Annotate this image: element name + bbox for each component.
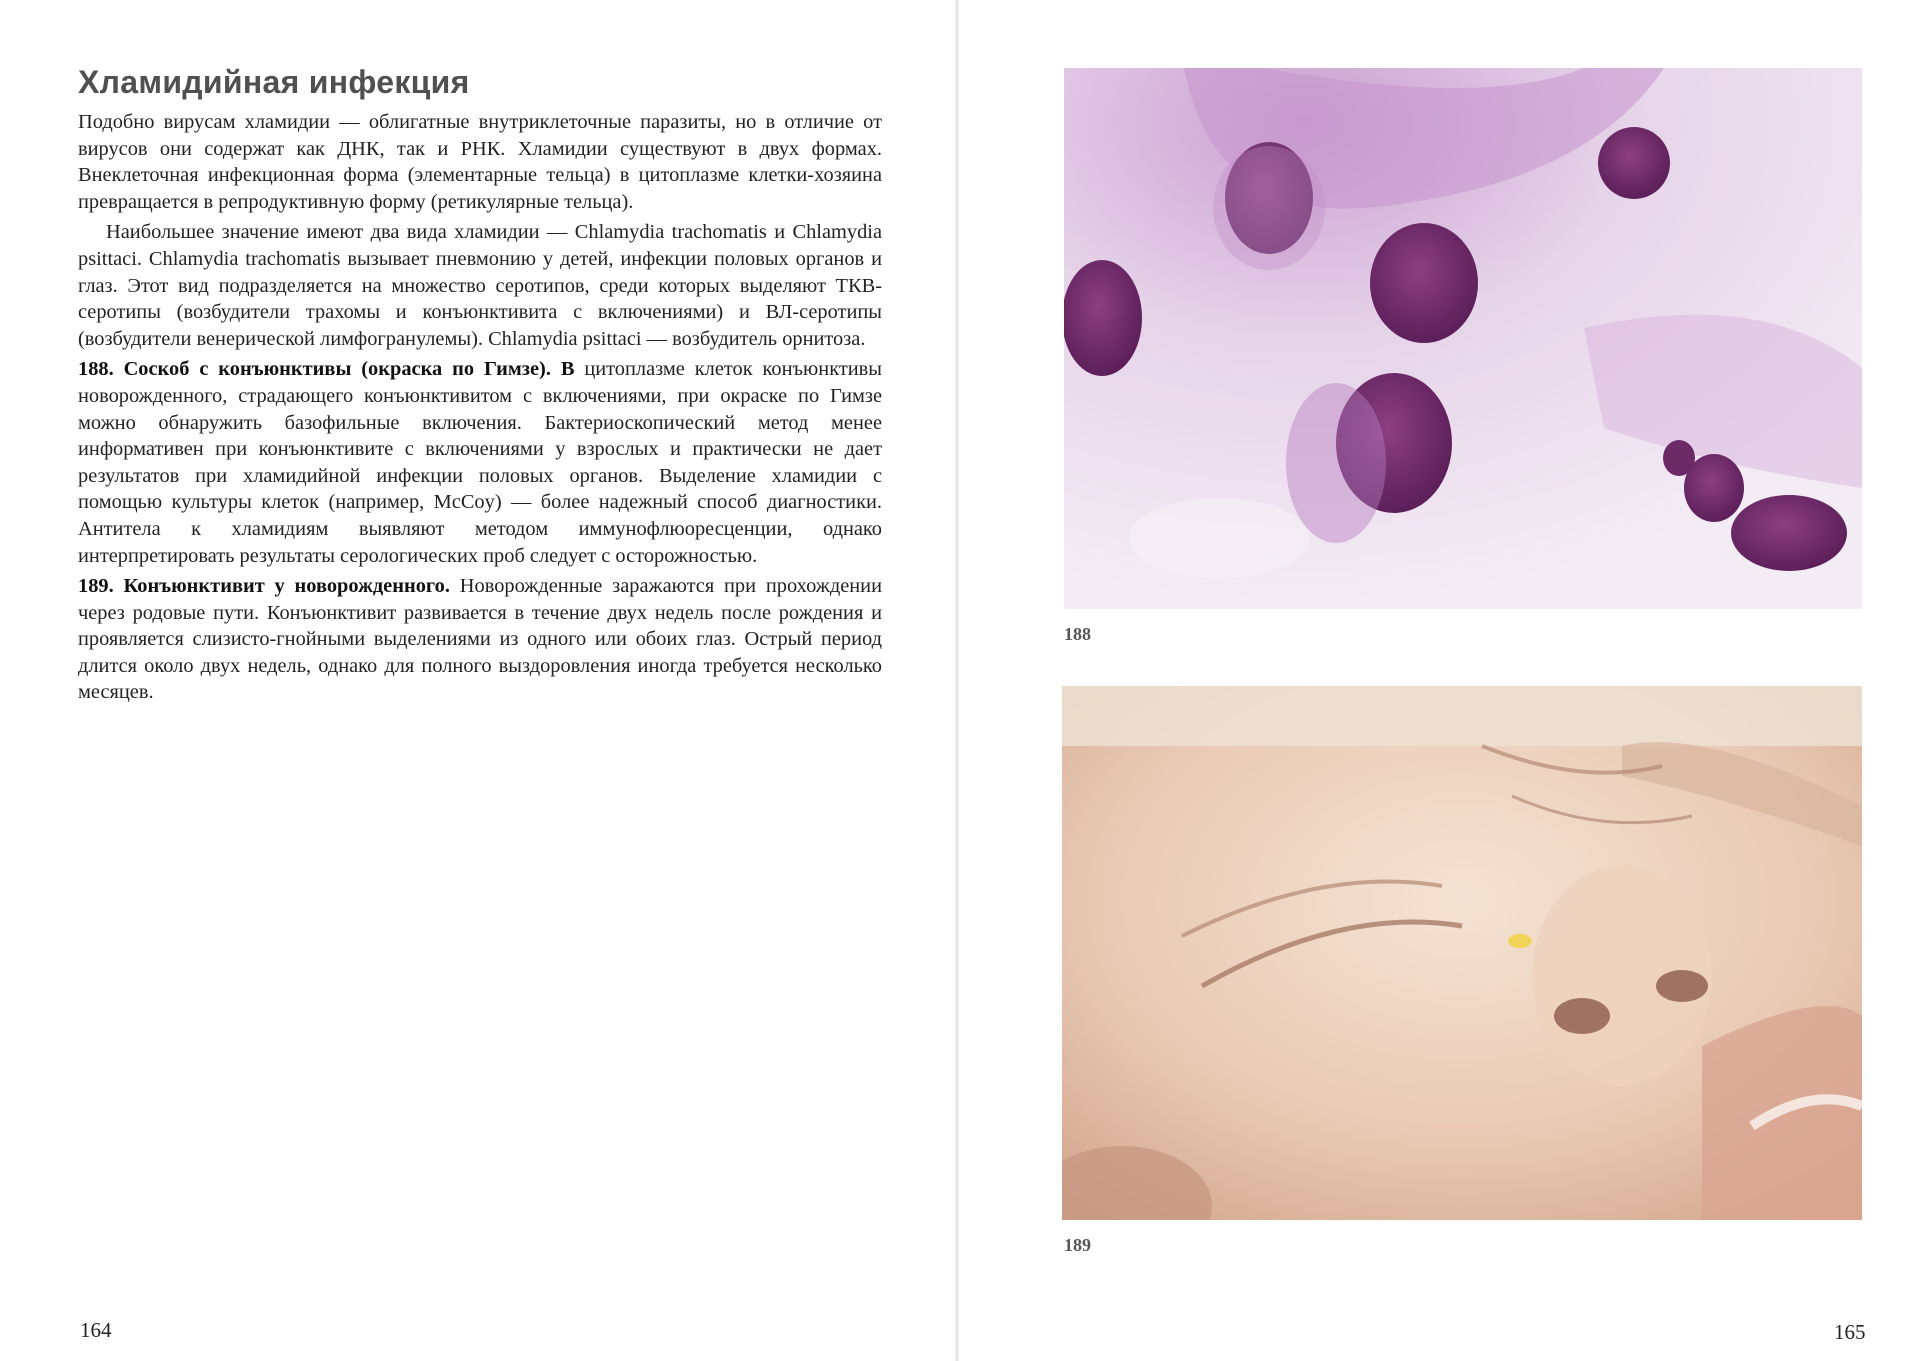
figure-188-micrograph [1064,68,1862,609]
page-number-right: 165 [1834,1320,1866,1344]
micrograph-illustration [1064,68,1862,609]
newborn-face-illustration [1062,686,1862,1220]
figure-189-caption: 189 [1064,1235,1091,1255]
section-title: Хламидийная инфекция [78,64,470,100]
fig189-description [78,573,882,706]
intro-paragraph: Подобно вирусам хламидии — облигатные внутриклеточные паразиты, но в отличие от вирусов они содержат как ДНК, так и РНК. Хламидии существуют в двух формах. Внеклеточная инфекционная форма (элементарные тельца) в цитоплазме клетки-хозяина превращается в репродуктивную форму (ретикулярные тельца). [78,111,882,213]
fig188-body: цитоплазме клеток конъюнктивы новорожденного, страдающего конъюнктивитом с включениями, при окраске по Гимзе можно обнаружить базофильные включения. Бактериоскопический метод менее информативен при конъюнктивите с включениями у взрослых и практически не дает результатов при хламидийной инфекции половых органов. Выделение хламидии с помощью культуры клеток (например, McCoy) — более надежный способ диагностики. Антитела к хламидиям выявляют методом иммунофлюоресценции, однако интерпретировать результаты серологических проб следует с осторожностью. [78,358,882,567]
figure-189-photo [1062,686,1862,1220]
page-number-left: 164 [80,1318,112,1342]
figure-188-caption: 188 [1064,624,1091,644]
book-gutter [955,0,959,1361]
fig188-description [78,356,882,569]
left-page [78,64,882,710]
fig189-heading: 189. Конъюнктивит у новорожденного. [78,575,450,598]
fig188-heading: 188. Соскоб с конъюнктивы (окраска по Гимзе). В [78,358,575,381]
fig189-body: Новорожденные заражаются при прохождении через родовые пути. Конъюнктивит развивается в течение двух недель после рождения и проявляется слизисто-гнойными выделениями из одного или обоих глаз. Острый период длится около двух недель, однако для полного выздоровления иногда требуется несколько месяцев. [78,575,883,704]
species-paragraph: Наибольшее значение имеют два вида хламидии — Chlamydia trachomatis и Chlamydia psittaci. Chlamydia trachomatis вызывает пневмонию у детей, инфекции половых органов и глаз. Этот вид подразделяется на множество серотипов, среди которых выделяют ТКВ-серотипы (возбудители трахомы и конъюнктивита с включениями) и ВЛ-серотипы (возбудители венерической лимфогранулемы). Chlamydia psittaci — возбудитель орнитоза. [78,221,882,350]
